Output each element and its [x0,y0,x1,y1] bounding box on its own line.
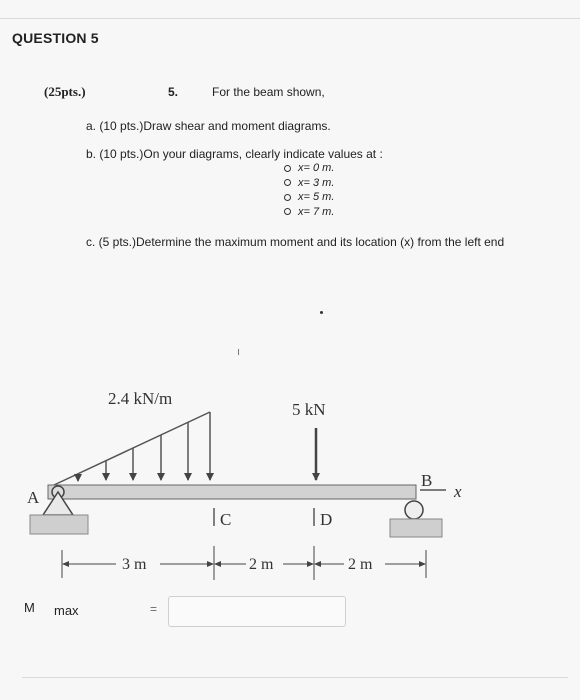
mmax-subscript: max [54,603,79,618]
dim-label-2: 2 m [249,556,274,573]
mmax-label: M [24,600,35,615]
question-points: (25pts.) [44,84,86,99]
equals-sign: = [150,602,158,616]
x-axis-label: x [454,482,462,501]
question-prompt: For the beam shown, [212,85,325,99]
x-value-item: x= 3 m. [284,176,334,191]
bottom-divider [22,677,568,678]
question-title: QUESTION 5 [12,30,99,46]
dim-label-1: 3 m [122,556,147,573]
x-value-item: x= 7 m. [284,205,334,220]
distributed-load [54,412,210,485]
x-value-item: x= 0 m. [284,161,334,176]
dim-label-3: 2 m [348,556,373,573]
part-a-text: a. (10 pts.)Draw shear and moment diagrams. [86,119,331,133]
part-b-text: b. (10 pts.)On your diagrams, clearly indicate values at : [86,147,383,161]
point-d-label: D [320,510,333,529]
point-load-label: 5 kN [292,400,326,419]
support-a-label: A [27,488,40,507]
distributed-load-label: 2.4 kN/m [108,389,173,408]
question-number: 5. [168,85,179,99]
part-c-text: c. (5 pts.)Determine the maximum moment and its location (x) from the left end [86,235,505,249]
beam [48,485,416,499]
point-c-label: C [220,510,232,529]
support-b-roller [390,501,442,537]
mmax-answer-input[interactable] [168,596,346,627]
support-b-label: B [421,471,433,490]
x-value-item: x= 5 m. [284,190,334,205]
